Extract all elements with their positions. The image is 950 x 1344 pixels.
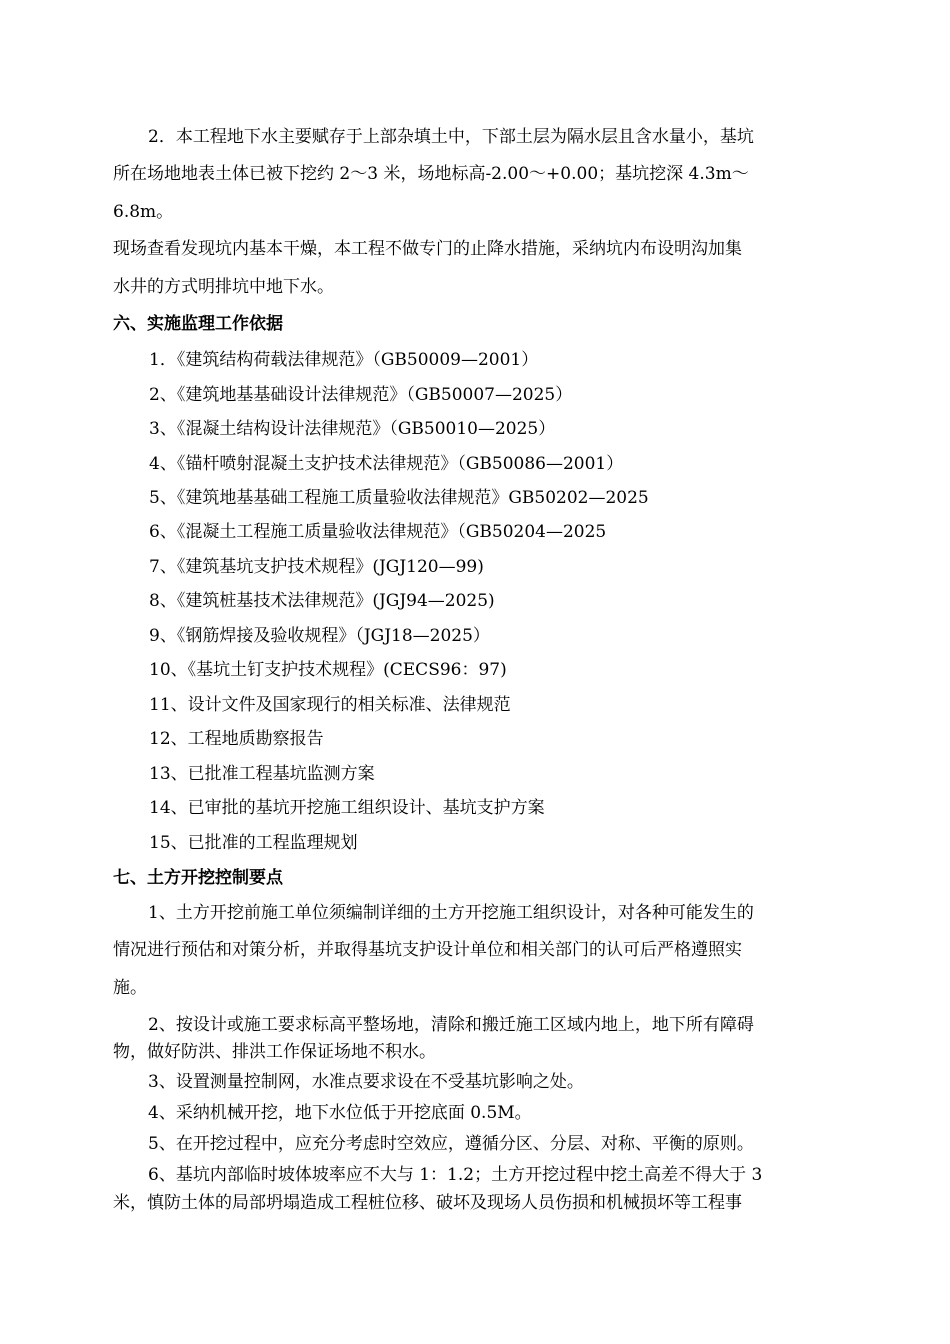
section6-item-11: 11、设计文件及国家现行的相关标准、法律规范 [149,695,511,715]
section6-item-13: 13、已批准工程基坑监测方案 [149,764,375,784]
section6-item-1: 1．《建筑结构荷载法律规范》（GB50009—2001） [149,350,539,370]
section6-item-7: 7、《建筑基坑支护技术规程》(JGJ120—99) [149,557,484,577]
section7-p3: 3、设置测量控制网，水准点要求设在不受基坑影响之处。 [148,1072,584,1092]
section7-p1-line3: 施。 [113,978,147,998]
section7-p5: 5、在开挖过程中，应充分考虑时空效应，遵循分区、分层、对称、平衡的原则。 [148,1134,754,1154]
section6-item-10: 10、《基坑土钉支护技术规程》(CECS96：97) [149,660,507,680]
section6-item-15: 15、已批准的工程监理规划 [149,833,358,853]
section7-p2-line1: 2、按设计或施工要求标高平整场地，清除和搬迁施工区域内地上，地下所有障碍 [148,1015,754,1035]
para3-line2: 水井的方式明排坑中地下水。 [113,277,334,297]
section7-p1-line2: 情况进行预估和对策分析，并取得基坑支护设计单位和相关部门的认可后严格遵照实 [113,940,742,960]
para2-line2: 所在场地地表土体已被下挖约 2～3 米，场地标高-2.00～+0.00；基坑挖深 4.3m～ [113,164,749,184]
para2-line3: 6.8m。 [113,202,174,222]
para3-line1: 现场查看发现坑内基本干燥，本工程不做专门的止降水措施，采纳坑内布设明沟加集 [113,239,742,259]
section7-p4: 4、采纳机械开挖，地下水位低于开挖底面 0.5M。 [148,1103,532,1123]
section6-item-4: 4、《锚杆喷射混凝土支护技术法律规范》（GB50086—2001） [149,454,624,474]
section6-title: 六、实施监理工作依据 [113,314,283,334]
section7-p2-line2: 物，做好防洪、排洪工作保证场地不积水。 [113,1042,436,1062]
section6-item-5: 5、《建筑地基基础工程施工质量验收法律规范》GB50202—2025 [149,488,649,508]
para2-line1: 2．本工程地下水主要赋存于上部杂填土中，下部土层为隔水层且含水量小，基坑 [148,127,754,147]
section6-item-3: 3、《混凝土结构设计法律规范》（GB50010—2025） [149,419,556,439]
section7-p1-line1: 1、土方开挖前施工单位须编制详细的土方开挖施工组织设计，对各种可能发生的 [148,903,754,923]
section6-item-8: 8、《建筑桩基技术法律规范》(JGJ94—2025) [149,591,495,611]
section7-p6-line2: 米，慎防土体的局部坍塌造成工程桩位移、破坏及现场人员伤损和机械损坏等工程事 [113,1193,742,1213]
section6-item-2: 2、《建筑地基基础设计法律规范》（GB50007—2025） [149,385,573,405]
section7-title: 七、土方开挖控制要点 [113,868,283,888]
section7-p6-line1: 6、基坑内部临时坡体坡率应不大与 1：1.2；土方开挖过程中挖土高差不得大于 3 [148,1165,763,1185]
section6-item-12: 12、工程地质勘察报告 [149,729,324,749]
section6-item-9: 9、《钢筋焊接及验收规程》（JGJ18—2025） [149,626,490,646]
section6-item-6: 6、《混凝土工程施工质量验收法律规范》（GB50204—2025 [149,522,607,542]
section6-item-14: 14、已审批的基坑开挖施工组织设计、基坑支护方案 [149,798,545,818]
